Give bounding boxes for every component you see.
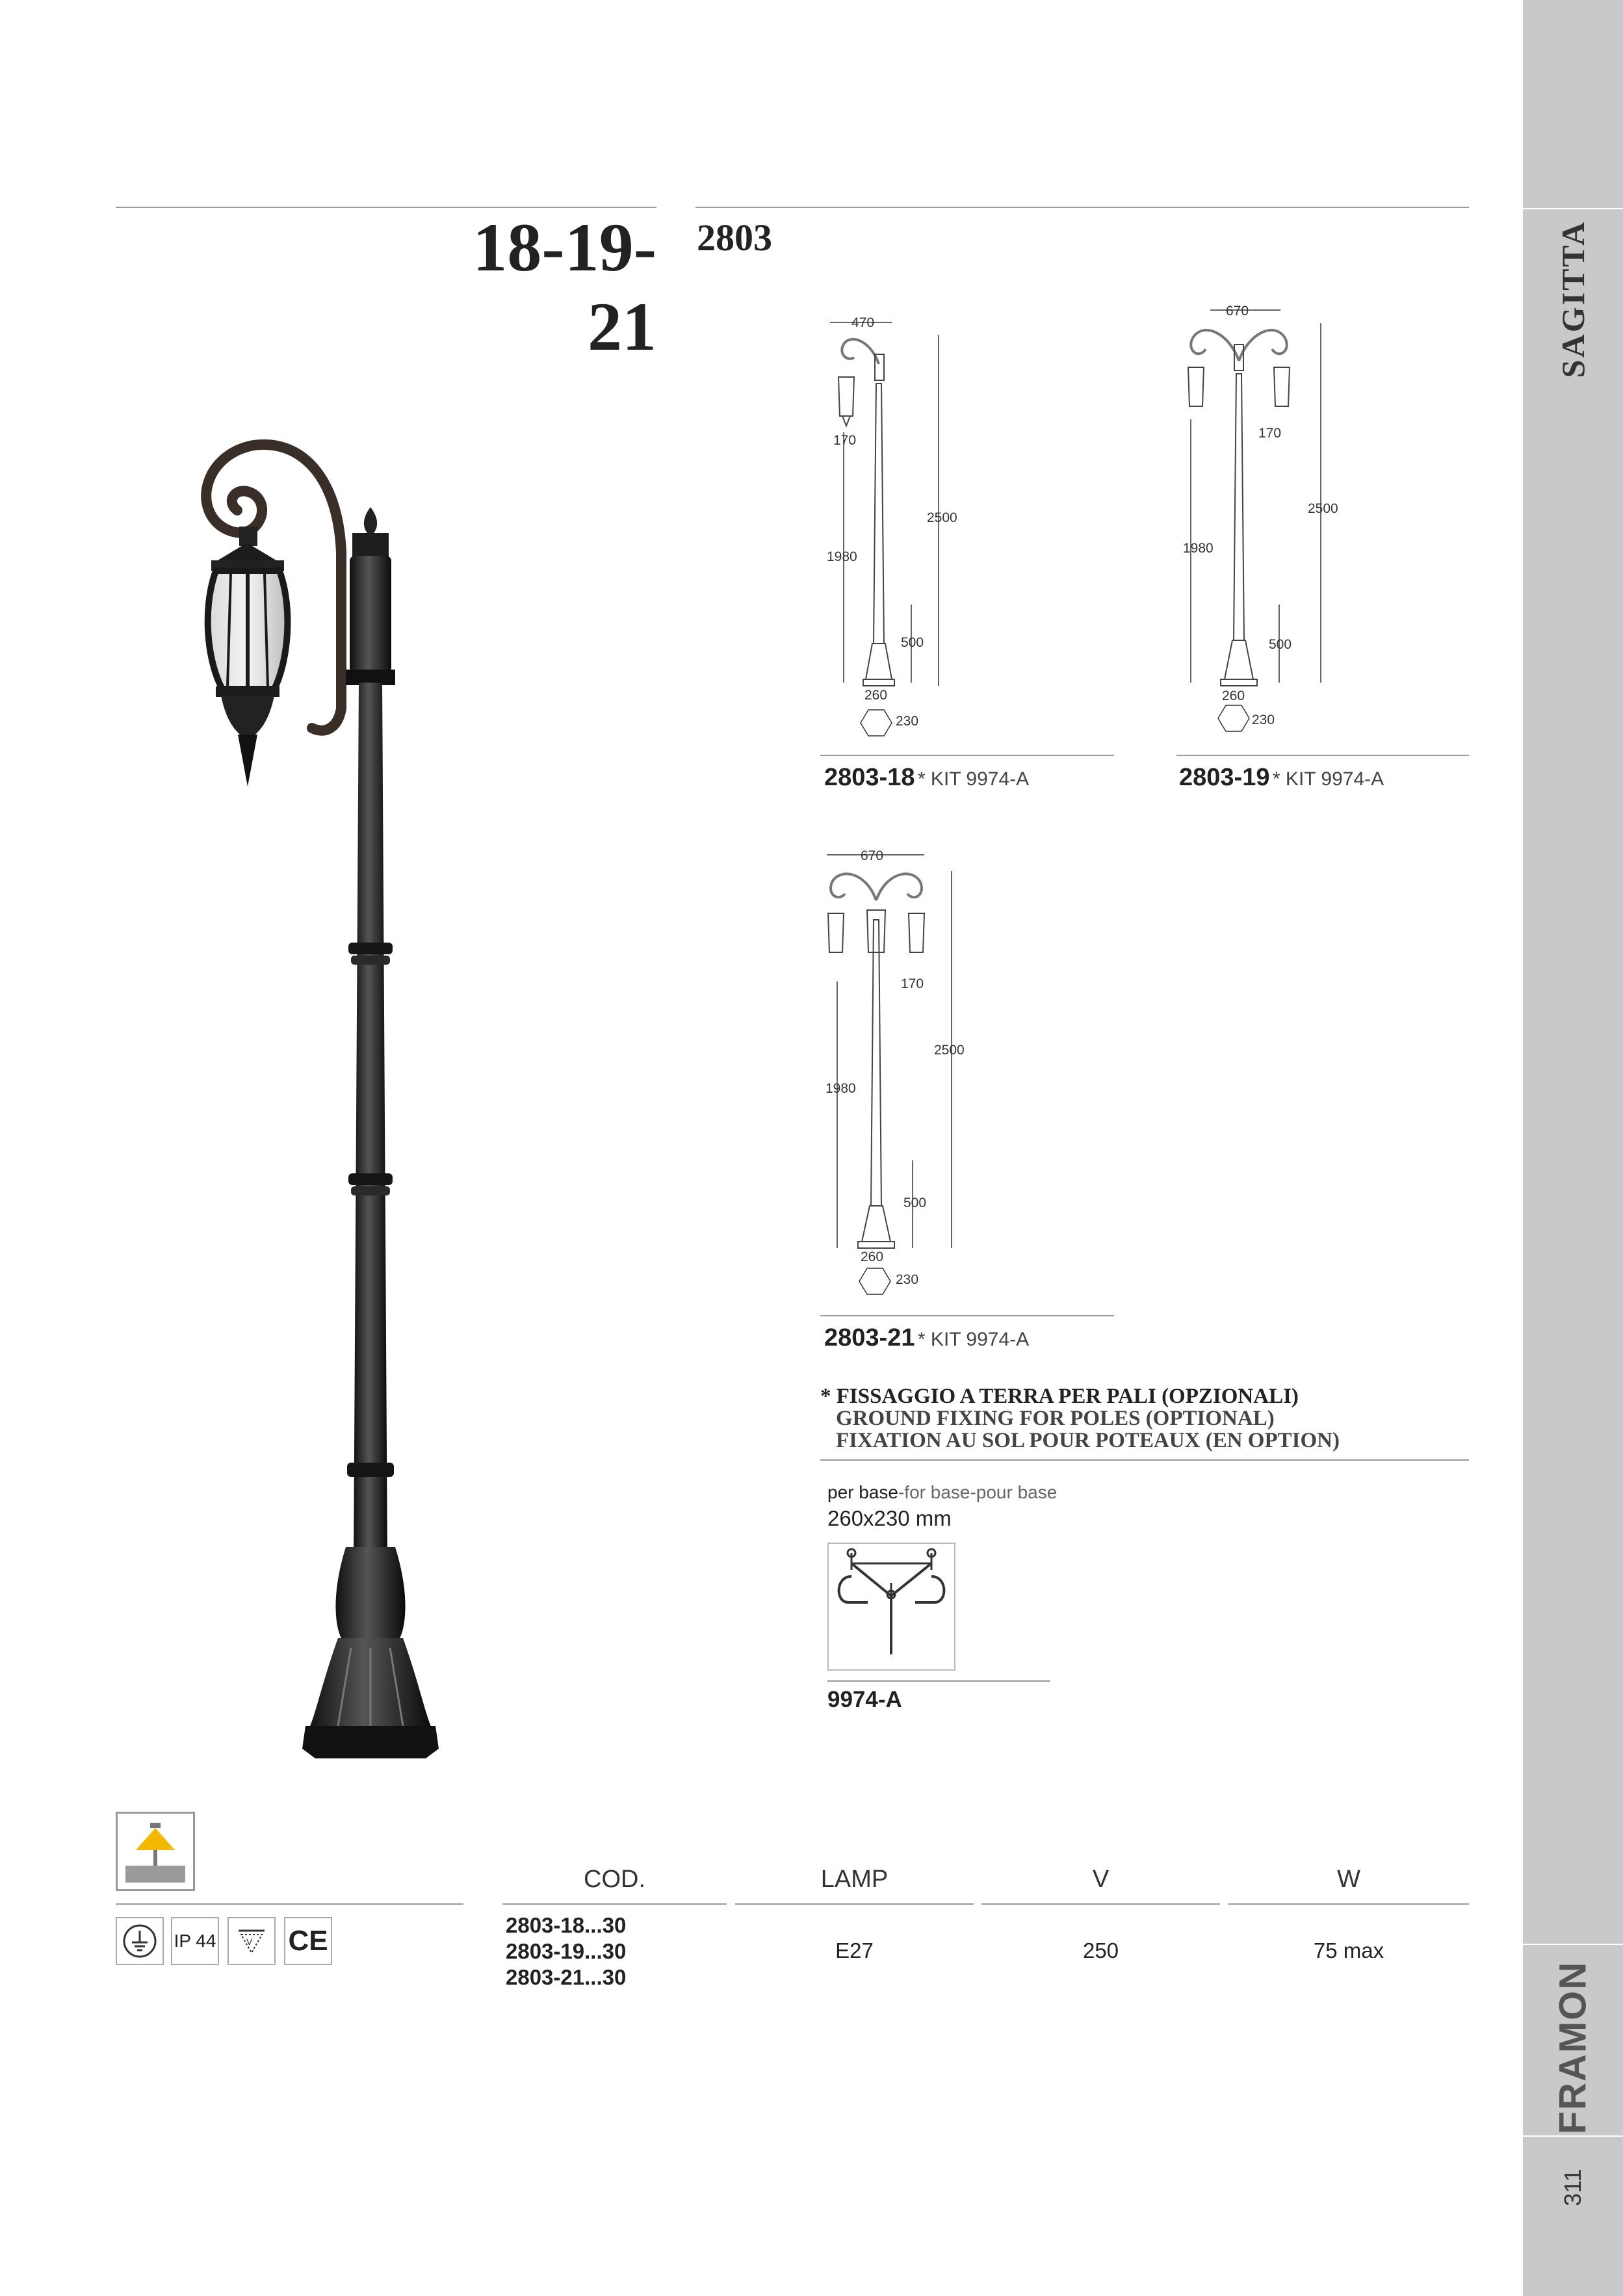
- variant-caption-2803-21: [824, 1324, 1029, 1352]
- variant-kit: * KIT 9974-A: [917, 768, 1030, 790]
- sidebar-divider: [1523, 1944, 1623, 1945]
- icons-rule: [116, 1903, 463, 1905]
- svg-text:V: V: [246, 1937, 253, 1947]
- dim-height: 2500: [934, 1043, 965, 1058]
- series-numbers: 18-19-21: [473, 209, 656, 365]
- col-header-cod: COD.: [584, 1866, 645, 1893]
- kit-rule: [827, 1680, 1050, 1682]
- base-label-translations: -for base-pour base: [898, 1482, 1058, 1502]
- col-rule: [735, 1903, 974, 1905]
- dim-base-width: 260: [861, 1249, 884, 1264]
- spec-codes: [506, 1912, 626, 1990]
- fixing-note-en: GROUND FIXING FOR POLES (OPTIONAL): [836, 1407, 1275, 1430]
- variant-code: 2803-19: [1179, 764, 1270, 791]
- dim-width: 470: [851, 315, 875, 330]
- variant-code: 2803-21: [824, 1324, 915, 1351]
- col-header-lamp: LAMP: [820, 1866, 889, 1893]
- spec-watt: 75 max: [1313, 1938, 1384, 1963]
- dim-pole: 1980: [1183, 541, 1214, 556]
- spec-lamp: E27: [835, 1938, 874, 1963]
- dim-base-width: 260: [1222, 688, 1245, 703]
- caption-rule: [820, 755, 1114, 756]
- drawing-2803-19: [1176, 296, 1345, 741]
- dim-base-depth: 230: [896, 714, 919, 729]
- product-code: 2803: [697, 216, 772, 259]
- col-rule: [1228, 1903, 1469, 1905]
- col-rule: [981, 1903, 1220, 1905]
- dim-width: 670: [861, 848, 884, 863]
- fixing-note-fr: FIXATION AU SOL POUR POTEAUX (EN OPTION): [836, 1429, 1340, 1452]
- sidebar-divider: [1523, 2135, 1623, 2137]
- fixing-note-it: * FISSAGGIO A TERRA PER PALI (OPZIONALI): [820, 1385, 1299, 1408]
- floor-mount-icon: [118, 1814, 193, 1889]
- dim-base-height: 500: [903, 1195, 927, 1210]
- earth-class-icon: [116, 1917, 164, 1965]
- variant-caption-2803-19: [1179, 764, 1384, 792]
- dim-height: 2500: [1308, 501, 1338, 516]
- page-number: 311: [1559, 2169, 1586, 2206]
- col-rule: [502, 1903, 727, 1905]
- collection-name: SAGITTA: [1555, 220, 1591, 378]
- base-size: 260x230 mm: [827, 1506, 952, 1530]
- dim-base-height: 500: [901, 635, 924, 650]
- variant-code: 2803-18: [824, 764, 915, 791]
- dim-base-width: 260: [864, 688, 888, 703]
- dim-pole: 1980: [827, 549, 857, 564]
- kit-code: 9974-A: [827, 1687, 902, 1712]
- variant-caption-2803-18: [824, 764, 1029, 792]
- dim-pole: 1980: [825, 1081, 856, 1096]
- dim-width: 670: [1226, 304, 1249, 319]
- installation-icon: [116, 1812, 195, 1891]
- base-label: [827, 1482, 1057, 1503]
- spec-code: 2803-19...30: [506, 1939, 627, 1963]
- spec-code: 2803-18...30: [506, 1913, 627, 1937]
- ip-rating: IP 44: [171, 1917, 219, 1965]
- caption-rule: [820, 1315, 1114, 1316]
- dim-lamp: 170: [1258, 426, 1282, 441]
- col-header-watt: W: [1337, 1866, 1360, 1893]
- col-header-volt: V: [1092, 1866, 1110, 1893]
- flammable-surface-icon: [227, 1917, 276, 1965]
- drawing-2803-21: [820, 842, 989, 1303]
- fixing-rule: [820, 1459, 1469, 1461]
- variant-kit: * KIT 9974-A: [1272, 768, 1384, 790]
- drawing-2803-18: [820, 306, 989, 741]
- dim-base-depth: 230: [1252, 712, 1275, 727]
- header-rule-right: [695, 207, 1469, 208]
- dim-base-depth: 230: [896, 1272, 919, 1287]
- ground-fixing-kit-icon: [829, 1544, 954, 1669]
- dim-height: 2500: [927, 510, 957, 525]
- fixing-kit-image: [827, 1543, 955, 1671]
- caption-rule: [1176, 755, 1469, 756]
- base-label-it: per base: [827, 1482, 898, 1502]
- dim-lamp: 170: [901, 976, 924, 991]
- variant-kit: * KIT 9974-A: [917, 1329, 1030, 1350]
- dim-base-height: 500: [1269, 637, 1292, 652]
- dim-lamp: 170: [833, 433, 857, 448]
- sidebar-divider: [1523, 208, 1623, 209]
- brand-logo: FRAMON: [1552, 1961, 1594, 2135]
- spec-code: 2803-21...30: [506, 1965, 627, 1989]
- spec-volt: 250: [1082, 1938, 1119, 1963]
- lamp-post-photo: [175, 423, 461, 1762]
- ce-mark: CE: [284, 1917, 332, 1965]
